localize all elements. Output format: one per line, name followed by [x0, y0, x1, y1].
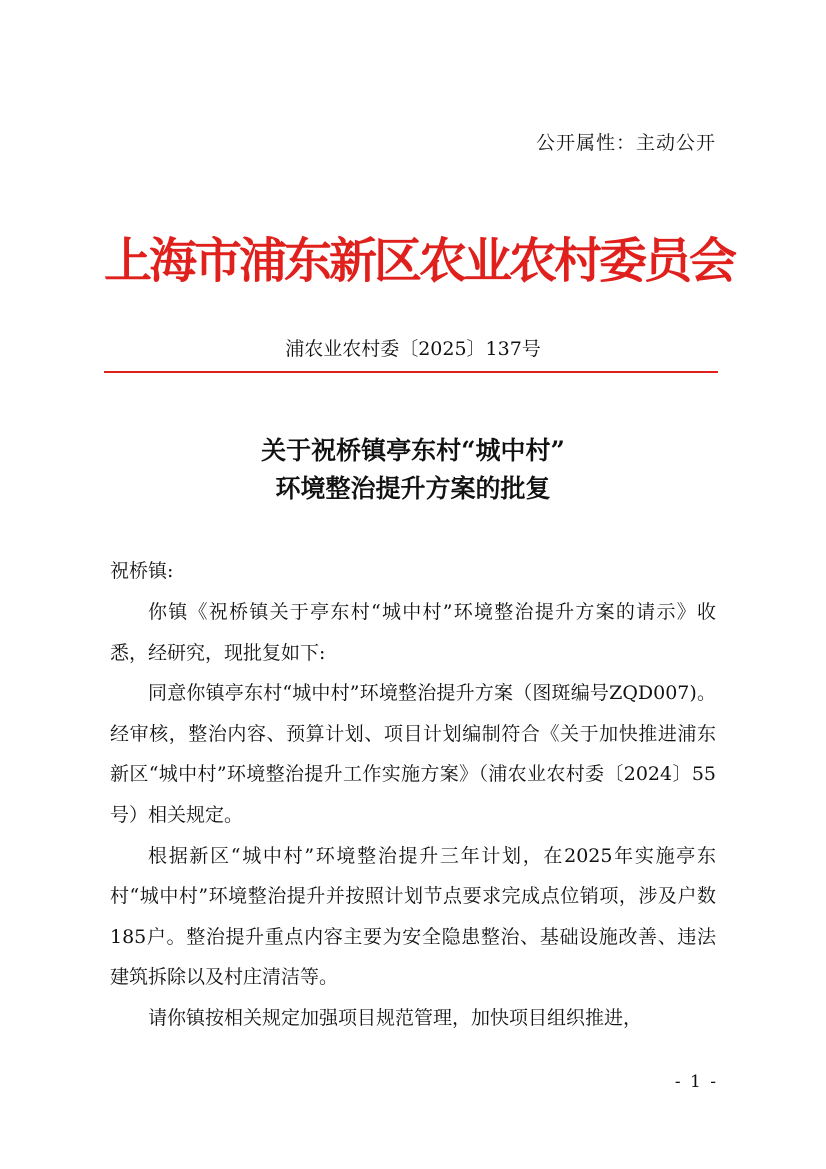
body-paragraph-4: 请你镇按相关规定加强项目规范管理，加快项目组织推进， [148, 1006, 643, 1029]
body-paragraph-3: 根据新区“城中村”环境整治提升三年计划，在2025年实施亭东村“城中村”环境整治提升并按照计划节点要求完成点位销项，涉及户数185户。整治提升重点内容主要为安全隐患整治、基础设施改善、违法建筑拆除以及村庄清洁等。 [110, 844, 716, 989]
document-title [0, 432, 826, 508]
document-title-line-1: 关于祝桥镇亭东村“城中村” [261, 436, 565, 465]
page-number: - 1 - [674, 1072, 718, 1092]
issuing-organization-header: 上海市浦东新区农业农村委员会 [104, 233, 735, 289]
document-number: 浦农业农村委〔2025〕137号 [285, 338, 541, 360]
document-body [110, 592, 716, 1039]
body-paragraph-1: 你镇《祝桥镇关于亭东村“城中村”环境整治提升方案的请示》收悉，经研究，现批复如下: [110, 601, 716, 664]
red-separator-line [104, 371, 718, 373]
body-paragraph-2: 同意你镇亭东村“城中村”环境整治提升方案（图斑编号ZQD007)。经审核，整治内容、预算计划、项目计划编制符合《关于加快推进浦东新区“城中村”环境整治提升工作实施方案》（浦农业农村委〔2024〕55号）相关规定。 [110, 682, 716, 826]
salutation: 祝桥镇: [110, 560, 174, 582]
document-title-line-2: 环境整治提升方案的批复 [275, 474, 551, 503]
disclosure-attribute: 公开属性：主动公开 [535, 132, 716, 154]
